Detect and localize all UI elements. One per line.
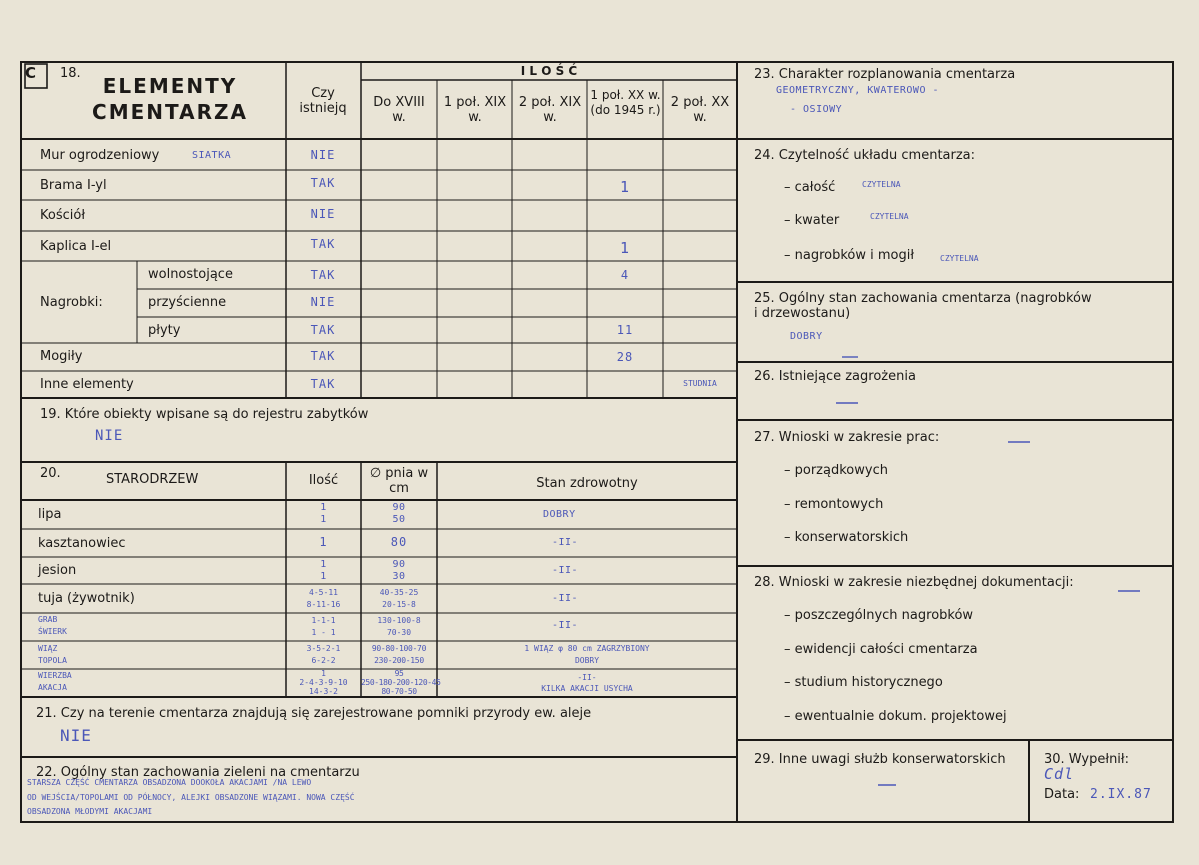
tree-count: 1 1 [320, 502, 327, 525]
threats-label: 26. Istniejące zagrożenia [754, 369, 916, 384]
nagrobki-label: Nagrobki: [40, 295, 103, 310]
greenery-line: OBSADZONA MŁODYMI AKACJAMI [27, 807, 153, 816]
element-label: Mogiły [40, 349, 83, 364]
works-label: 27. Wnioski w zakresie prac: [754, 430, 940, 445]
documentation-item: – ewentualnie dokum. projektowej [784, 709, 1007, 724]
readability-item-label: – kwater [784, 213, 840, 228]
readability-item-label: – całość [784, 180, 836, 195]
tree-health: 1 WIĄZ φ 80 cm ZAGRZYBIONY DOBRY [524, 644, 650, 665]
tree-diameter: 40-35-25 20-15-8 [379, 588, 419, 609]
layout-character-value-1: GEOMETRYCZNY, KWATEROWO - [776, 85, 940, 96]
tree-health: -II- [552, 565, 579, 576]
trees-count-header: Ilość [308, 473, 339, 488]
tree-health: -II- [552, 537, 579, 548]
tree-name: kasztanowiec [38, 536, 126, 551]
filled-by-label: 30. Wypełnił: [1044, 752, 1129, 767]
greenery-line: OD WEJŚCIA/TOPOLAMI OD PÓŁNOCY, ALEJKI OBSADZONE WIĄZAMI. NOWA CZĘŚĆ [27, 793, 355, 802]
readability-item-value: CZYTELNA [862, 180, 901, 189]
condition-label-1: 25. Ogólny stan zachowania cmentarza (nagrobków [754, 291, 1092, 306]
period-header-1: Do XVIII w. [373, 95, 425, 125]
readability-item-label: – nagrobków i mogił [784, 248, 915, 263]
quantity-header: I L O Ś Ć [520, 64, 578, 78]
element-label: Inne elementy [40, 377, 134, 392]
element-count: 28 [616, 350, 634, 364]
tree-diameter: 90 50 [392, 502, 406, 525]
tree-health: -II- [552, 620, 579, 631]
registry-value: NIE [95, 428, 124, 444]
elements-title-1: ELEMENTY [102, 74, 238, 98]
tree-diameter: 80 [390, 535, 408, 549]
tree-diameter: 90-80-100-70 230-200-150 [371, 644, 427, 665]
tree-health: -II- KILKA AKACJI USYCHA [541, 673, 633, 693]
nature-monuments-value: NIE [60, 726, 92, 745]
section-18-number: 18. [60, 66, 81, 81]
element-label: Mur ogrodzeniowy [40, 148, 160, 163]
element-exists: TAK [310, 176, 336, 190]
tree-count: 1 1 [320, 559, 327, 582]
documentation-item: – ewidencji całości cmentarza [784, 642, 978, 657]
works-item: – konserwatorskich [784, 530, 909, 545]
period-header-4: 1 poł. XX w. (do 1945 r.) [590, 88, 661, 117]
element-label: płyty [148, 323, 181, 338]
tree-count: 1-1-1 1 - 1 [311, 616, 336, 637]
works-item: – remontowych [784, 497, 884, 512]
tree-count: 4-5-11 8-11-16 [306, 588, 341, 609]
element-label: Kaplica I-el [40, 239, 112, 254]
tree-name-handwritten: GRAB ŚWIERK [38, 615, 67, 636]
condition-value: DOBRY [790, 331, 823, 342]
greenery-label: 22. Ogólny stan zachowania zieleni na cmentarzu [36, 765, 360, 780]
trees-diameter-header: ∅ pnia w cm [369, 466, 429, 496]
other-remarks-label: 29. Inne uwagi służb konserwatorskich [754, 752, 1006, 767]
tree-name-handwritten: WIĄZ TOPOLA [38, 644, 67, 665]
element-count: 11 [616, 323, 634, 337]
date-label: Data: [1044, 787, 1080, 802]
tree-health: DOBRY [543, 509, 576, 520]
element-p5: STUDNIA [683, 379, 717, 388]
tree-count: 1 2-4-3-9-10 14-3-2 [299, 669, 348, 696]
tree-diameter: 130-100-8 70-30 [377, 616, 421, 637]
tree-name-handwritten: WIERZBA AKACJA [38, 671, 72, 692]
documentation-item: – poszczególnych nagrobków [784, 608, 974, 623]
tree-name: tuja (żywotnik) [38, 591, 135, 606]
element-count: 1 [619, 178, 631, 196]
readability-item-value: CZYTELNA [940, 254, 979, 263]
signature: Cdl [1044, 765, 1075, 783]
element-exists: TAK [310, 237, 336, 251]
condition-label-2: i drzewostanu) [754, 306, 851, 321]
documentation-item: – studium historycznego [784, 675, 943, 690]
period-header-2: 1 poł. XIX w. [443, 95, 507, 125]
trees-health-header: Stan zdrowotny [536, 476, 638, 491]
section-c-marker: C [25, 64, 37, 82]
period-header-3: 2 poł. XIX w. [518, 95, 582, 125]
element-exists: TAK [310, 268, 336, 282]
tree-count: 3-5-2-1 6-2-2 [306, 644, 341, 665]
tree-name: jesion [38, 563, 77, 578]
nature-monuments-label: 21. Czy na terenie cmentarza znajdują się zarejestrowane pomniki przyrody ew. aleje [36, 706, 592, 721]
tree-diameter: 95 250-180-200-120-45 80-70-50 [361, 669, 441, 696]
element-exists: TAK [310, 377, 336, 391]
registry-label: 19. Które obiekty wpisane są do rejestru zabytków [40, 407, 369, 422]
tree-health: -II- [552, 593, 579, 604]
element-label: wolnostojące [148, 267, 233, 282]
greenery-line: STARSZA CZĘŚĆ CMENTARZA OBSADZONA DOOKOŁA AKACJAMI /NA LEWO [27, 778, 312, 787]
element-count: 1 [619, 239, 631, 257]
element-label: Brama I-yl [40, 178, 107, 193]
elements-title-2: CMENTARZA [92, 100, 248, 124]
layout-character-label: 23. Charakter rozplanowania cmentarza [754, 67, 1016, 82]
documentation-label: 28. Wnioski w zakresie niezbędnej dokumentacji: [754, 575, 1074, 590]
layout-character-value-2: - OSIOWY [790, 104, 843, 115]
works-item: – porządkowych [784, 463, 888, 478]
readability-label: 24. Czytelność układu cmentarza: [754, 148, 976, 163]
readability-item-value: CZYTELNA [870, 212, 909, 221]
element-exists: NIE [310, 207, 336, 221]
tree-count: 1 [319, 535, 328, 549]
element-exists: TAK [310, 349, 336, 363]
trees-title: STARODRZEW [106, 472, 199, 487]
exists-header: Czy istniejq [299, 86, 347, 116]
element-exists: NIE [310, 148, 336, 162]
tree-name: lipa [38, 507, 62, 522]
element-exists: TAK [310, 323, 336, 337]
element-count: 4 [620, 268, 630, 282]
section-20-number: 20. [40, 466, 61, 481]
date-value: 2.IX.87 [1090, 787, 1152, 802]
element-label: Kościół [40, 208, 86, 223]
element-note: SIATKA [192, 150, 232, 161]
period-header-5: 2 poł. XX w. [670, 95, 730, 125]
element-exists: NIE [310, 295, 336, 309]
tree-diameter: 90 30 [392, 559, 406, 582]
element-label: przyścienne [148, 295, 227, 310]
